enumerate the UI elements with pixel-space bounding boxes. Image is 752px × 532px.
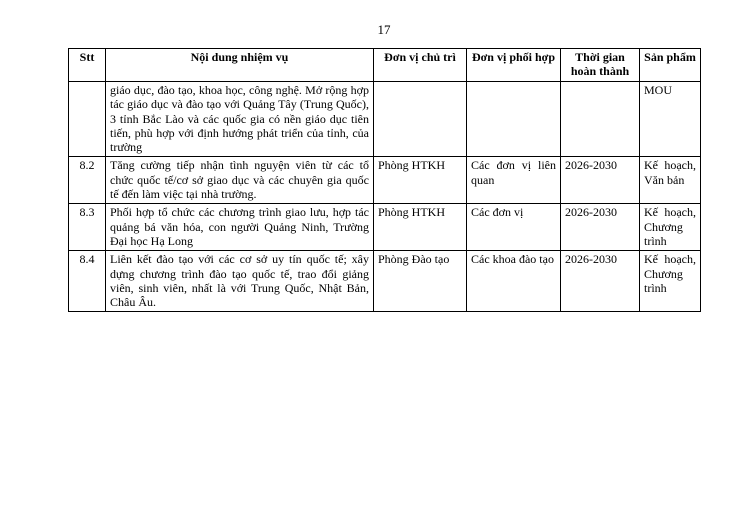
page-number: 17 (377, 22, 391, 37)
table-row (69, 82, 701, 157)
column-header-stt: Stt (69, 49, 106, 82)
cell-task: giáo dục, đào tạo, khoa học, công nghệ. Mở rộng hợp tác giáo dục và đào tạo với Quảng Tây (Trung Quốc), 3 tỉnh Bắc Lào và các quốc gia có nền giáo dục tiên tiến, phù hợp với định hướng phát triển của tỉnh, của trường (106, 82, 374, 157)
cell-deliverable: MOU (640, 82, 701, 157)
table-header-row (69, 49, 701, 82)
cell-coordinating-unit: Các đơn vị liên quan (467, 157, 561, 204)
cell-task: Phối hợp tổ chức các chương trình giao lưu, hợp tác quảng bá văn hóa, con người Quảng Ninh, Trường Đại học Hạ Long (106, 204, 374, 251)
cell-lead-unit (374, 82, 467, 157)
cell-lead-unit: Phòng Đào tạo (374, 251, 467, 312)
cell-deliverable: Kế hoạch, Chương trình (640, 251, 701, 312)
cell-coordinating-unit (467, 82, 561, 157)
table-row (69, 251, 701, 312)
cell-stt (69, 82, 106, 157)
cell-task: Liên kết đào tạo với các cơ sở uy tín quốc tế; xây dựng chương trình đào tạo quốc tế, trao đổi giảng viên, sinh viên, nhất là với Trung Quốc, Nhật Bản, Châu Âu. (106, 251, 374, 312)
cell-timeframe: 2026-2030 (561, 204, 640, 251)
cell-deliverable: Kế hoạch, Văn bản (640, 157, 701, 204)
cell-coordinating-unit: Các đơn vị (467, 204, 561, 251)
cell-timeframe: 2026-2030 (561, 157, 640, 204)
cell-stt: 8.3 (69, 204, 106, 251)
column-header-timeframe: Thời gian hoàn thành (561, 49, 640, 82)
cell-stt: 8.4 (69, 251, 106, 312)
column-header-task: Nội dung nhiệm vụ (106, 49, 374, 82)
cell-timeframe (561, 82, 640, 157)
column-header-lead-unit: Đơn vị chủ trì (374, 49, 467, 82)
column-header-deliverable: Sản phẩm (640, 49, 701, 82)
column-header-coordinating-unit: Đơn vị phối hợp (467, 49, 561, 82)
cell-lead-unit: Phòng HTKH (374, 157, 467, 204)
table-row (69, 157, 701, 204)
cell-lead-unit: Phòng HTKH (374, 204, 467, 251)
cell-task: Tăng cường tiếp nhận tình nguyện viên từ các tổ chức quốc tế/cơ sở giao dục và các chuyên gia quốc tế đến làm việc tại nhà trường. (106, 157, 374, 204)
cell-timeframe: 2026-2030 (561, 251, 640, 312)
table-row (69, 204, 701, 251)
task-table (68, 48, 701, 312)
cell-stt: 8.2 (69, 157, 106, 204)
cell-coordinating-unit: Các khoa đào tạo (467, 251, 561, 312)
cell-deliverable: Kế hoạch, Chương trình (640, 204, 701, 251)
